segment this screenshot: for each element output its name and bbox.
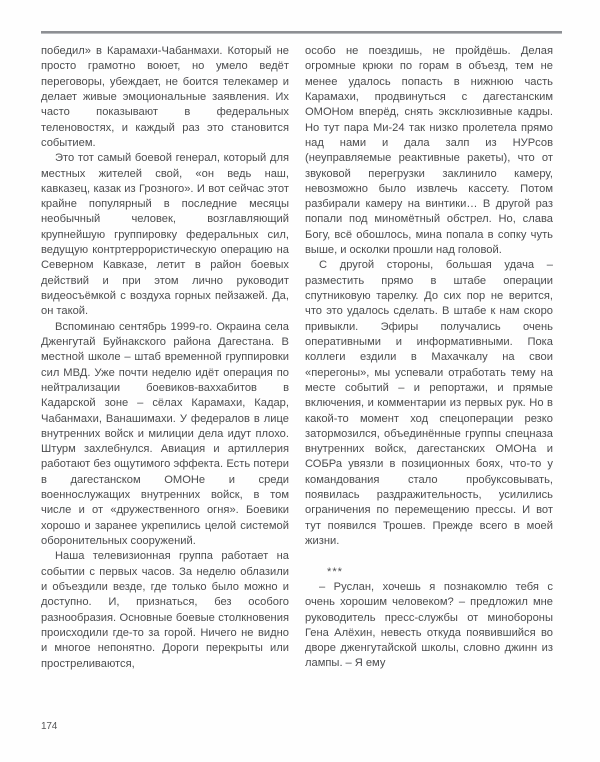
section-break-asterisks: ***: [327, 565, 344, 578]
paragraph: – Руслан, хочешь я познакомлю тебя с очень хорошим человеком? – предложил мне руководитель пресс-службы от минобороны Гена Алёхин, невесть откуда появившийся во дворе дженгутайской школы, словно джинн из лампы. – Я ему: [305, 580, 553, 670]
header-rule: [41, 31, 562, 34]
paragraph: Это тот самый боевой генерал, который для местных жителей свой, «он ведь наш, кавказец, казак из Грозного». И вот сейчас этот крайне популярный в последние месяцы необычный человек, возглавляющий крупнейшую группировку федеральных сил, ведущую контртеррористическую операцию на Северном Кавказе, летит в район боевых действий и при этом лично руководит видеосъёмкой с воздуха горных пейзажей. Да, он такой.: [41, 152, 289, 318]
paragraph: С другой стороны, большая удача – разместить прямо в штабе операции спутниковую тарелку. До сих пор не верится, что это удалось сделать. В штабе к нам скоро привыкли. Эфиры получались очень оперативными и информативными. Пока коллеги ездили в Махачкалу на свои «перегоны», мы успевали отработать тему на месте событий – и репортажи, и прямые включения, и комментарии из первых рук. Но в какой-то момент ход спецоперации резко затормозился, объединённые группы спецназа внутренних войск, дагестанских ОМОНа и СОБРа увязли в позиционных боях, что-то у командования стало пробуксовывать, появилась раздражительность, усилились ограничения по перемещению прессы. И вот тут появился Трошев. Прежде всего в моей жизни.: [305, 259, 553, 547]
paragraph: особо не поездишь, не пройдёшь. Делая огромные крюки по горам в объезд, тем не менее удалось попасть в нижнюю часть Карамахи, продвинуться с дагестанским ОМОНом вперёд, снять эксклюзивные кадры. Но тут пара Ми-24 так низко пролетела прямо над нами и дала залп из НУРсов (неуправляемые реактивные ракеты), что от звуковой перегрузки заклинило камеру, невозможно было извлечь кассету. Потом разбирали камеру на винтики… В другой раз попали под миномётный обстрел. Но, слава Богу, всё обошлось, мина попала в сопку чуть выше, и осколки прошли над головой.: [305, 45, 553, 257]
paragraph: победил» в Карамахи-Чабанмахи. Который не просто грамотно воюет, но умело ведёт переговоры, убеждает, не боится телекамер и делает живые эмоциональные заявления. Их часто показывают в федеральных теленовостях, и каждый раз это становится событием.: [41, 45, 289, 149]
right-column: [305, 44, 553, 704]
page-number: 174: [41, 721, 58, 732]
left-column: [41, 44, 289, 704]
two-column-body: [41, 44, 562, 704]
paragraph: Наша телевизионная группа работает на событии с первых часов. За неделю облазили и объездили везде, где только было можно и доступно. И, признаться, без особого разнообразия. Основные боевые столкновения происходили где-то за горой. Ничего не видно и многое непонятно. Дороги перекрыты или простреливаются,: [41, 550, 289, 670]
paragraph: Вспоминаю сентябрь 1999-го. Окраина села Дженгутай Буйнакского района Дагестана. В местной школе – штаб временной группировки сил МВД. Уже почти неделю идёт операция по нейтрализации боевиков-ваххабитов в Кадарской зоне – сёлах Карамахи, Кадар, Чабанмахи, Ванашимахи. У федералов в лице внутренних войск и милиции дела идут плохо. Штурм захлебнулся. Авиация и артиллерия работают без ощутимого эффекта. Есть потери в дагестанском ОМОНе и среди военнослужащих внутренних войск, в том числе и от «дружественного огня». Боевики хорошо и заранее укрепились целой системой оборонительных сооружений.: [41, 320, 289, 547]
